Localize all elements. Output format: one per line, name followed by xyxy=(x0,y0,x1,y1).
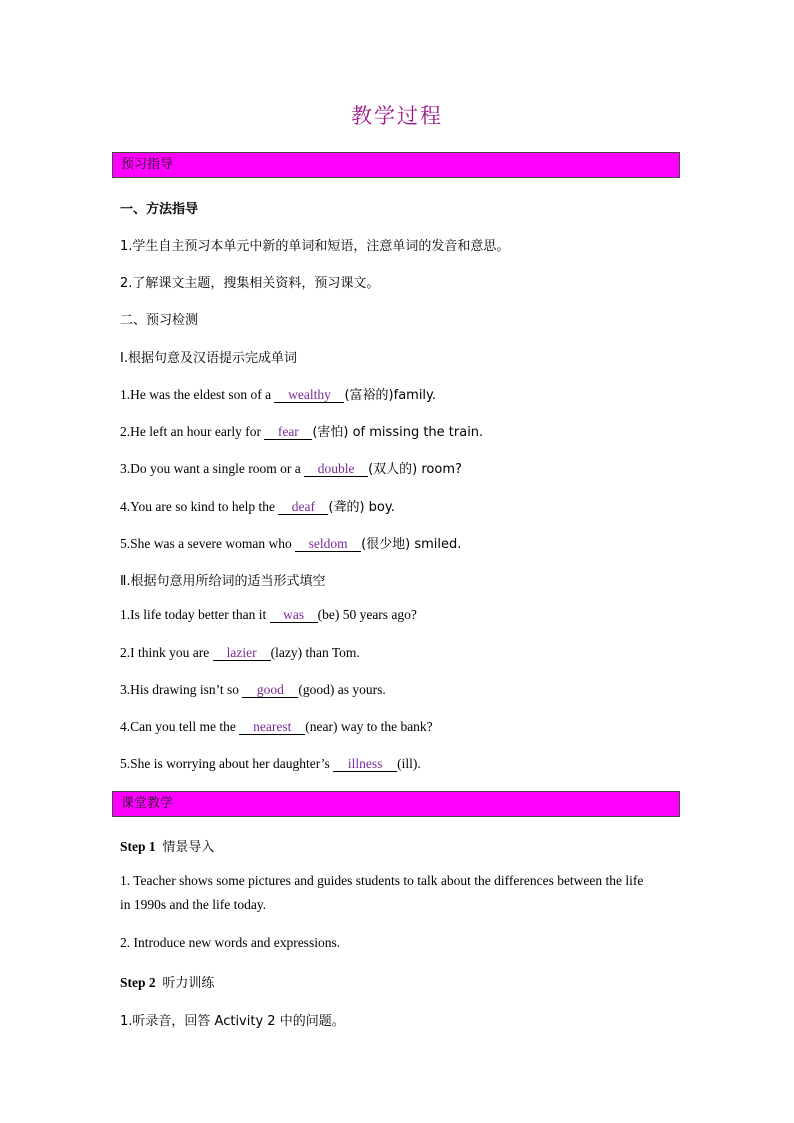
part1-item-5 xyxy=(120,533,461,552)
sentence-start: 4.Can you tell me the xyxy=(120,719,240,734)
sentence-end: (双人的) room? xyxy=(368,462,462,477)
part2-item-2 xyxy=(120,645,360,661)
answer-blank: lazier xyxy=(213,646,271,661)
part2-item-5 xyxy=(120,756,421,772)
sentence-start: 5.She is worrying about her daughter’s xyxy=(120,756,334,771)
answer-blank: double xyxy=(304,462,368,477)
step1-item-2: 2. Introduce new words and expressions. xyxy=(120,935,341,950)
check-heading: 二、预习检测 xyxy=(120,313,199,328)
answer-blank: deaf xyxy=(278,500,328,515)
part1-heading: Ⅰ.根据句意及汉语提示完成单词 xyxy=(120,351,297,366)
part2-heading: Ⅱ.根据句意用所给词的适当形式填空 xyxy=(120,574,326,589)
answer-blank: wealthy xyxy=(274,388,344,403)
sentence-end: (害怕) of missing the train. xyxy=(312,425,484,440)
answer-blank: nearest xyxy=(239,720,305,735)
part2-item-4 xyxy=(120,719,433,735)
step2-title: 听力训练 xyxy=(162,976,215,991)
sentence-start: 3.His drawing isn’t so xyxy=(120,682,243,697)
part1-item-4 xyxy=(120,496,395,515)
sentence-start: 4.You are so kind to help the xyxy=(120,499,279,514)
answer-blank: seldom xyxy=(295,537,361,552)
sentence-start: 1.Is life today better than it xyxy=(120,607,270,622)
sentence-start: 3.Do you want a single room or a xyxy=(120,461,305,476)
part1-item-2 xyxy=(120,421,483,440)
sentence-start: 2.He left an hour early for xyxy=(120,424,265,439)
method-item-2: 2.了解课文主题，搜集相关资料，预习课文。 xyxy=(120,276,380,291)
sentence-start: 5.She was a severe woman who xyxy=(120,536,296,551)
step2-heading xyxy=(120,972,214,991)
sentence-end: (near) way to the bank? xyxy=(305,719,433,734)
step2-label: Step 2 xyxy=(120,975,156,990)
part1-item-3 xyxy=(120,458,462,477)
answer-blank: fear xyxy=(264,425,312,440)
answer-blank: was xyxy=(270,608,318,623)
step1-label: Step 1 xyxy=(120,839,156,854)
answer-blank: illness xyxy=(333,757,397,772)
sentence-end: (ill). xyxy=(397,756,421,771)
sentence-end: (lazy) than Tom. xyxy=(270,645,360,660)
step1-item-1a: 1. Teacher shows some pictures and guides students to talk about the differences between the life xyxy=(120,873,644,888)
method-item-1: 1.学生自主预习本单元中新的单词和短语，注意单词的发音和意思。 xyxy=(120,239,510,254)
sentence-end: (be) 50 years ago? xyxy=(317,607,417,622)
step1-item-1b: in 1990s and the life today. xyxy=(120,897,267,912)
page-title: 教学过程 xyxy=(351,104,443,128)
step2-item-1: 1.听录音，回答 Activity 2 中的问题。 xyxy=(120,1014,345,1029)
part1-item-1 xyxy=(120,384,436,403)
answer-blank: good xyxy=(242,683,298,698)
step1-heading xyxy=(120,836,214,855)
part2-item-3 xyxy=(120,682,386,698)
sentence-end: (good) as yours. xyxy=(298,682,386,697)
sentence-start: 1.He was the eldest son of a xyxy=(120,387,275,402)
step1-title: 情景导入 xyxy=(162,840,215,855)
sentence-start: 2.I think you are xyxy=(120,645,213,660)
part2-item-1 xyxy=(120,607,417,623)
section-bar-classroom: 课堂教学 xyxy=(112,791,680,817)
sentence-end: (富裕的)family. xyxy=(344,388,437,403)
method-heading: 一、方法指导 xyxy=(120,202,199,217)
section-bar-preview: 预习指导 xyxy=(112,152,680,178)
sentence-end: (很少地) smiled. xyxy=(361,537,462,552)
sentence-end: (聋的) boy. xyxy=(328,500,395,515)
